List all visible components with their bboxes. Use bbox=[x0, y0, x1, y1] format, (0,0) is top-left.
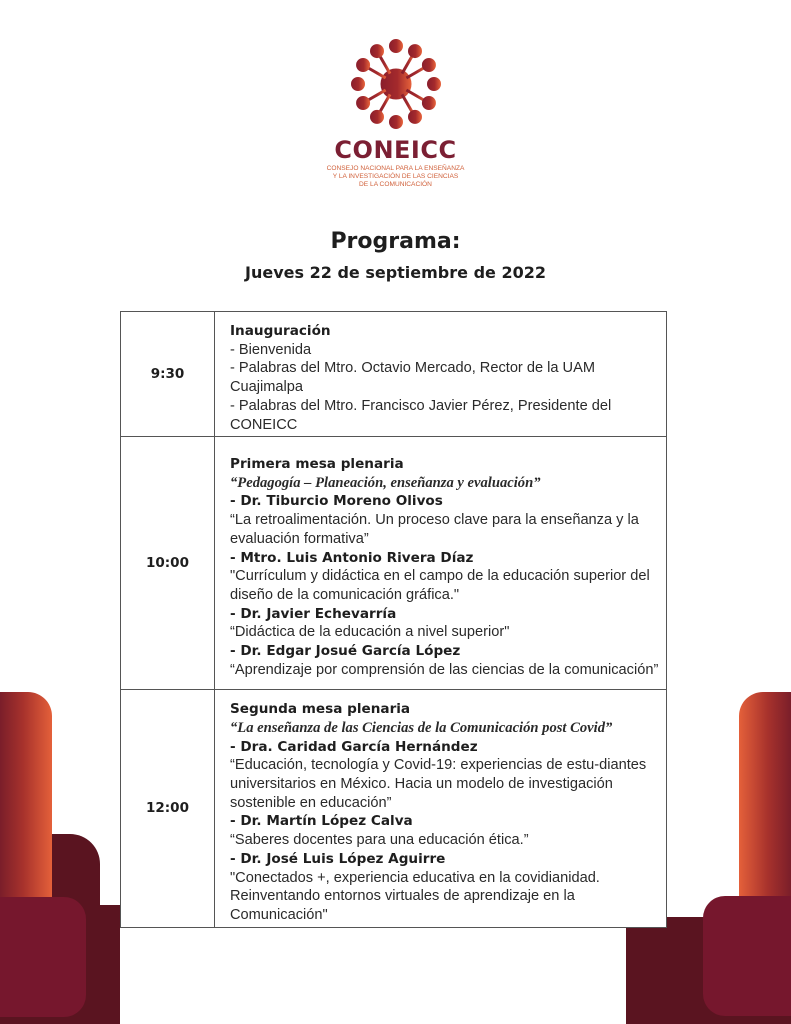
session-cell bbox=[215, 312, 667, 437]
logo-ray-dot bbox=[422, 59, 435, 72]
logo-ray bbox=[379, 55, 390, 74]
speaker-name: - Dr. Tiburcio Moreno Olivos bbox=[230, 493, 443, 510]
sunburst-logo-icon bbox=[350, 38, 442, 130]
logo-ray bbox=[406, 90, 425, 101]
logo-ray-dot bbox=[351, 78, 364, 91]
logo-wordmark: CONEICC bbox=[334, 136, 457, 164]
speaker-name: - Dra. Caridad García Hernández bbox=[230, 738, 478, 755]
decor-shape-wine-right bbox=[703, 896, 791, 1016]
session-cell bbox=[215, 690, 667, 927]
program-table bbox=[120, 311, 667, 928]
logo-subtitle-line: DE LA COMUNICACIÓN bbox=[359, 181, 432, 188]
logo-ray bbox=[402, 94, 413, 113]
speaker-name: - Dr. José Luis López Aguirre bbox=[230, 850, 446, 867]
logo-ray bbox=[379, 94, 390, 113]
session-heading: Segunda mesa plenaria bbox=[230, 701, 411, 718]
logo-ray-dot bbox=[370, 110, 383, 123]
table-row bbox=[121, 437, 667, 690]
logo-subtitle-line: CONSEJO NACIONAL PARA LA ENSEÑANZA bbox=[326, 165, 465, 172]
session-line: - Palabras del Mtro. Octavio Mercado, Rector de la UAM Cuajimalpa bbox=[230, 360, 595, 396]
logo-center bbox=[381, 69, 411, 99]
logo-ray bbox=[366, 90, 385, 101]
session-topic: “Pedagogía – Planeación, enseñanza y evaluación” bbox=[230, 474, 541, 491]
talk-title: “Didáctica de la educación a nivel superior" bbox=[230, 624, 510, 641]
speaker-name: - Dr. Javier Echevarría bbox=[230, 605, 397, 622]
logo-ray-dot bbox=[422, 97, 435, 110]
table-row bbox=[121, 312, 667, 437]
decor-shape-orange-left bbox=[0, 692, 52, 922]
logo-ray-dot bbox=[389, 40, 402, 53]
coneicc-logo bbox=[323, 38, 468, 189]
logo-ray-dot bbox=[408, 45, 421, 58]
speaker-name: - Mtro. Luis Antonio Rivera Díaz bbox=[230, 549, 474, 566]
talk-title: "Conectados +, experiencia educativa en la covidianidad. Reinventando entornos virtuales de aprendizaje en la Comunicación" bbox=[230, 869, 600, 923]
decor-shape-wine-left bbox=[0, 897, 86, 1017]
logo-ray bbox=[366, 67, 385, 78]
talk-title: "Currículum y didáctica en el campo de la educación superior del diseño de la comunicación gráfica." bbox=[230, 568, 650, 603]
logo-ray-dot bbox=[356, 97, 369, 110]
session-heading: Primera mesa plenaria bbox=[230, 456, 404, 472]
session-topic: “La enseñanza de las Ciencias de la Comunicación post Covid” bbox=[230, 719, 613, 736]
logo-ray-dot bbox=[356, 59, 369, 72]
table-row bbox=[121, 690, 667, 927]
logo-subtitle-line: Y LA INVESTIGACIÓN DE LAS CIENCIAS bbox=[332, 173, 459, 180]
time-cell: 10:00 bbox=[121, 437, 215, 690]
session-heading: Inauguración bbox=[230, 323, 331, 339]
logo-ray bbox=[402, 55, 413, 74]
page-title: Programa: bbox=[330, 229, 461, 254]
logo-ray-dot bbox=[427, 78, 440, 91]
logo-ray-dot bbox=[389, 116, 402, 129]
session-line: - Bienvenida bbox=[230, 341, 312, 358]
session-cell bbox=[215, 437, 667, 690]
logo-ray-dot bbox=[370, 45, 383, 58]
talk-title: “La retroalimentación. Un proceso clave para la enseñanza y la evaluación formativa” bbox=[230, 512, 639, 547]
speaker-name: - Dr. Martín López Calva bbox=[230, 813, 413, 830]
talk-title: “Saberes docentes para una educación ética.” bbox=[230, 832, 529, 849]
speaker-name: - Dr. Edgar Josué García López bbox=[230, 643, 461, 660]
logo-ray-dot bbox=[408, 110, 421, 123]
talk-title: “Educación, tecnología y Covid-19: experiencias de estu-diantes universitarios en México. Hacia un modelo de investigación sostenible en educación” bbox=[230, 757, 647, 811]
time-cell: 9:30 bbox=[121, 312, 215, 437]
logo-subtitle bbox=[323, 165, 468, 189]
event-date: Jueves 22 de septiembre de 2022 bbox=[245, 263, 546, 282]
session-line: - Palabras del Mtro. Francisco Javier Pérez, Presidente del CONEICC bbox=[230, 397, 612, 433]
talk-title: “Aprendizaje por comprensión de las ciencias de la comunicación” bbox=[230, 661, 659, 678]
logo-ray bbox=[406, 67, 425, 78]
time-cell: 12:00 bbox=[121, 690, 215, 927]
